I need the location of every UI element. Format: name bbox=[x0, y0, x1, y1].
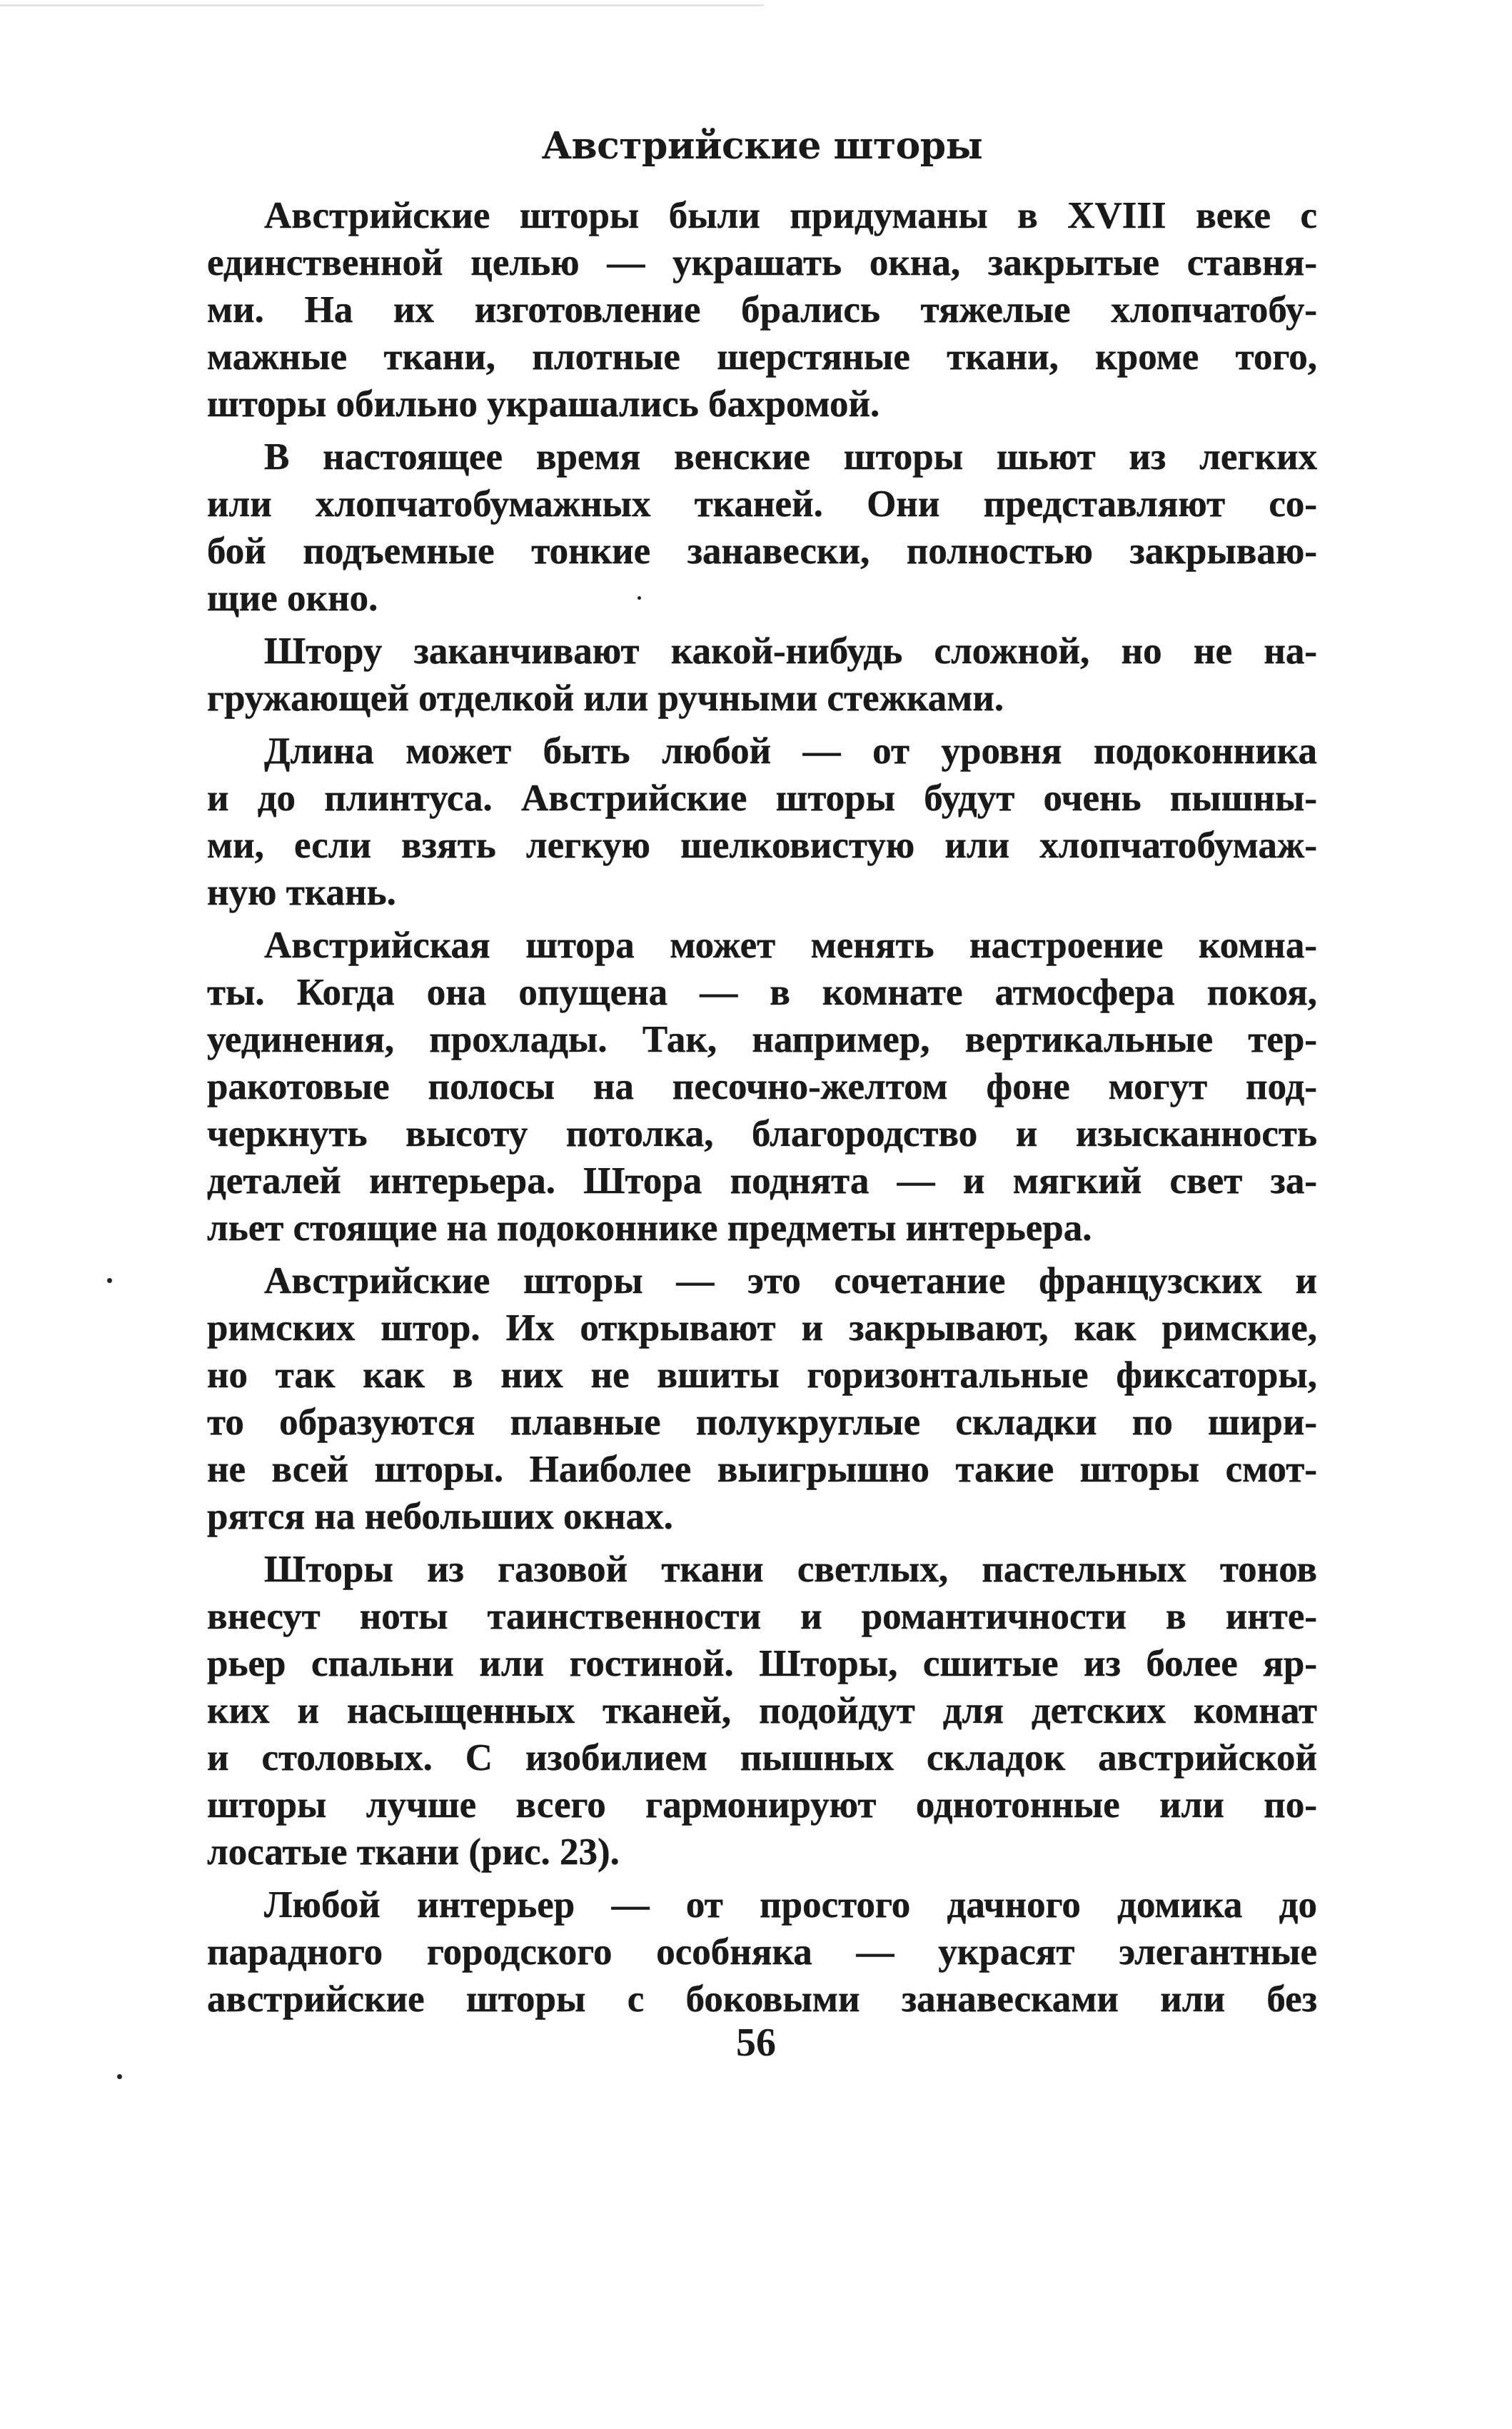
text-line: ми, если взять легкую шелковистую или хлопчатобумаж- bbox=[207, 825, 1317, 866]
paragraph bbox=[207, 433, 1317, 622]
text-line: рьер спальни или гостиной. Шторы, сшитые из более яр- bbox=[207, 1643, 1317, 1684]
text-line: не всей шторы. Наиболее выигрышно такие шторы смот- bbox=[207, 1449, 1317, 1490]
text-line: черкнуть высоту потолка, благородство и изысканность bbox=[207, 1113, 1317, 1155]
scan-speck bbox=[637, 596, 641, 600]
text-line: ракотовые полосы на песочно-желтом фоне могут под- bbox=[207, 1066, 1317, 1107]
text-line: и до плинтуса. Австрийские шторы будут очень пышны- bbox=[207, 778, 1317, 819]
text-line: бой подъемные тонкие занавески, полностью закрываю- bbox=[207, 530, 1317, 572]
paragraph bbox=[207, 922, 1317, 1252]
text-line: Длина может быть любой — от уровня подоконника bbox=[264, 730, 1317, 772]
text-line: римских штор. Их открывают и закрывают, как римские, bbox=[207, 1307, 1317, 1349]
text-line: шторы обильно украшались бахромой. bbox=[207, 383, 880, 425]
text-line: и столовых. С изобилием пышных складок австрийской bbox=[207, 1737, 1317, 1779]
text-line: Штору заканчивают какой-нибудь сложной, но не на- bbox=[264, 630, 1317, 672]
page-number: 56 bbox=[736, 2021, 776, 2065]
text-line: внесут ноты таинственности и романтичности в инте- bbox=[207, 1596, 1317, 1637]
text-line: ми. На их изготовление брались тяжелые хлопчатобу- bbox=[207, 289, 1317, 331]
text-line: Австрийские шторы — это сочетание французских и bbox=[264, 1260, 1317, 1302]
scan-speck bbox=[117, 2074, 122, 2079]
paragraph bbox=[207, 1546, 1317, 1876]
text-line: или хлопчатобумажных тканей. Они представляют со- bbox=[207, 483, 1317, 525]
paragraph bbox=[207, 192, 1317, 428]
text-line: парадного городского особняка — украсят элегантные bbox=[207, 1931, 1317, 1973]
scan-speck bbox=[107, 1278, 112, 1283]
text-line: то образуются плавные полукруглые складки по шири- bbox=[207, 1402, 1317, 1443]
text-line: щие окно. bbox=[207, 578, 378, 619]
paragraph bbox=[207, 728, 1317, 916]
text-line: единственной целью — украшать окна, закрытые ставня- bbox=[207, 242, 1317, 283]
text-line: льет стоящие на подоконнике предметы интерьера. bbox=[207, 1207, 1092, 1249]
body-text bbox=[207, 192, 1317, 2023]
text-line: австрийские шторы с боковыми занавесками или без bbox=[207, 1978, 1317, 2020]
text-line: ную ткань. bbox=[207, 872, 396, 913]
text-line: гружающей отделкой или ручными стежками. bbox=[207, 678, 1004, 719]
text-line: ких и насыщенных тканей, подойдут для детских комнат bbox=[207, 1690, 1317, 1731]
text-line: деталей интерьера. Штора поднята — и мягкий свет за- bbox=[207, 1160, 1317, 1202]
text-line: Австрийские шторы были придуманы в XVIII веке с bbox=[264, 195, 1317, 236]
text-line: но так как в них не вшиты горизонтальные фиксаторы, bbox=[207, 1354, 1317, 1396]
paragraph bbox=[207, 1881, 1317, 2023]
text-line: уединения, прохлады. Так, например, вертикальные тер- bbox=[207, 1019, 1317, 1060]
text-line: рятся на небольших окнах. bbox=[207, 1496, 673, 1537]
text-line: лосатые ткани (рис. 23). bbox=[207, 1831, 620, 1873]
text-line: В настоящее время венские шторы шьют из легких bbox=[264, 436, 1317, 478]
section-title: Австрийские шторы bbox=[541, 124, 983, 168]
text-line: Шторы из газовой ткани светлых, пастельных тонов bbox=[264, 1549, 1317, 1590]
text-line: ты. Когда она опущена — в комнате атмосфера покоя, bbox=[207, 972, 1317, 1013]
text-line: Австрийская штора может менять настроение комна- bbox=[264, 925, 1317, 966]
text-column bbox=[207, 118, 1317, 2028]
paragraph bbox=[207, 628, 1317, 722]
paragraph bbox=[207, 1257, 1317, 1540]
text-line: мажные ткани, плотные шерстяные ткани, кроме того, bbox=[207, 336, 1317, 378]
text-line: Любой интерьер — от простого дачного домика до bbox=[264, 1884, 1317, 1926]
text-line: шторы лучше всего гармонируют однотонные или по- bbox=[207, 1784, 1317, 1826]
scan-edge-line bbox=[0, 4, 764, 6]
